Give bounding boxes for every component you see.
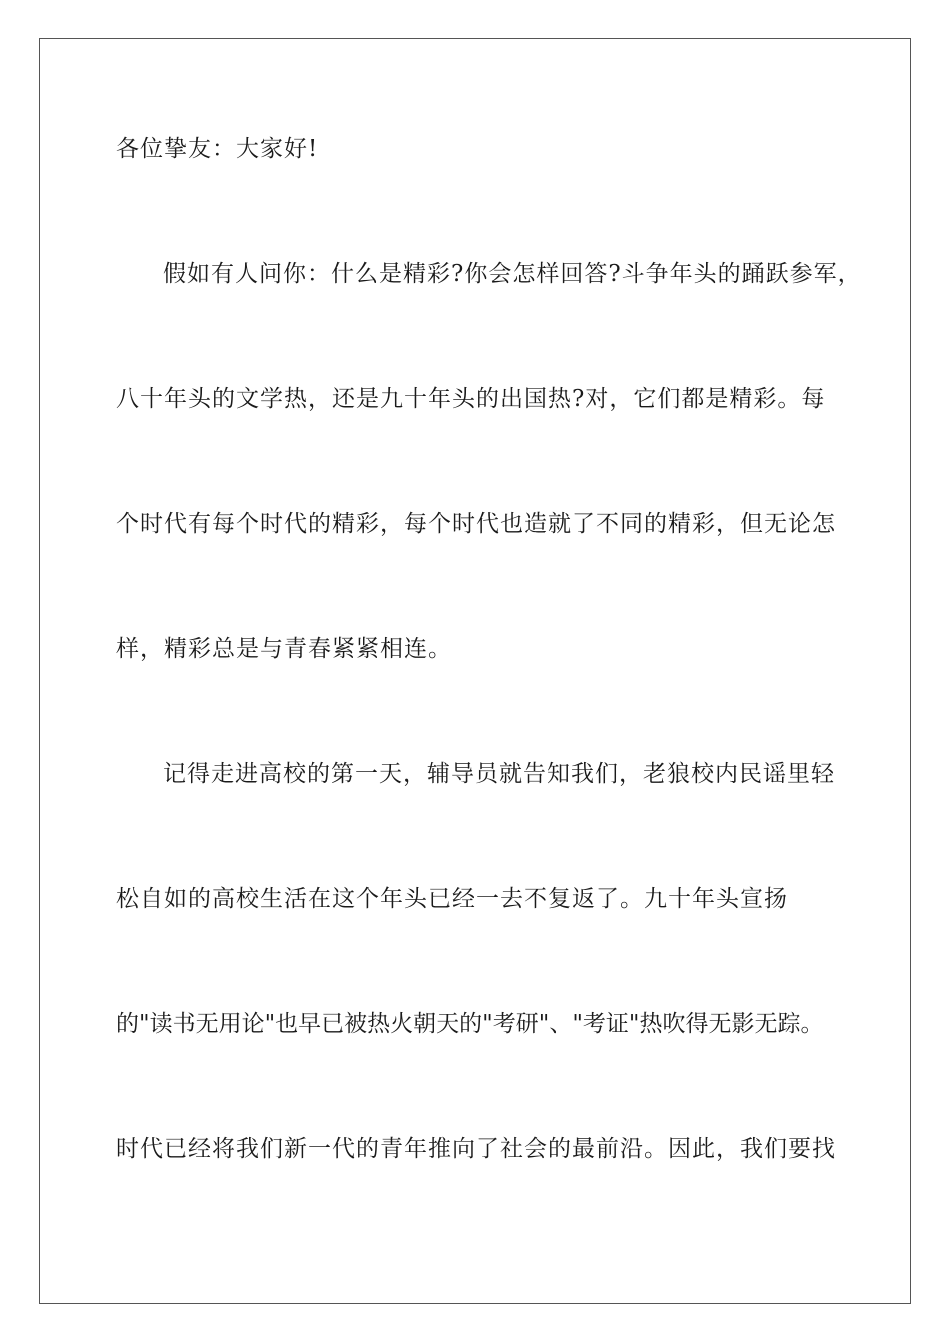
paragraph-1-line-4: 样，精彩总是与青春紧紧相连。 [116,636,452,662]
greeting-line: 各位挚友：大家好! [116,136,319,162]
paragraph-1-line-1: 假如有人问你：什么是精彩?你会怎样回答?斗争年头的踊跃参军， [163,261,862,287]
paragraph-1-line-2: 八十年头的文学热，还是九十年头的出国热?对，它们都是精彩。每 [116,386,826,412]
paragraph-2-line-1: 记得走进高校的第一天，辅导员就告知我们，老狼校内民谣里轻 [163,761,835,787]
paragraph-2-line-3: 的"读书无用论"也早已被热火朝天的"考研"、"考证"热吹得无影无踪。 [116,1011,824,1037]
paragraph-1-line-3: 个时代有每个时代的精彩，每个时代也造就了不同的精彩，但无论怎 [116,511,836,537]
page-frame [39,38,911,1304]
paragraph-2-line-2: 松自如的高校生活在这个年头已经一去不复返了。九十年头宣扬 [116,886,788,912]
paragraph-2-line-4: 时代已经将我们新一代的青年推向了社会的最前沿。因此，我们要找 [116,1136,836,1162]
